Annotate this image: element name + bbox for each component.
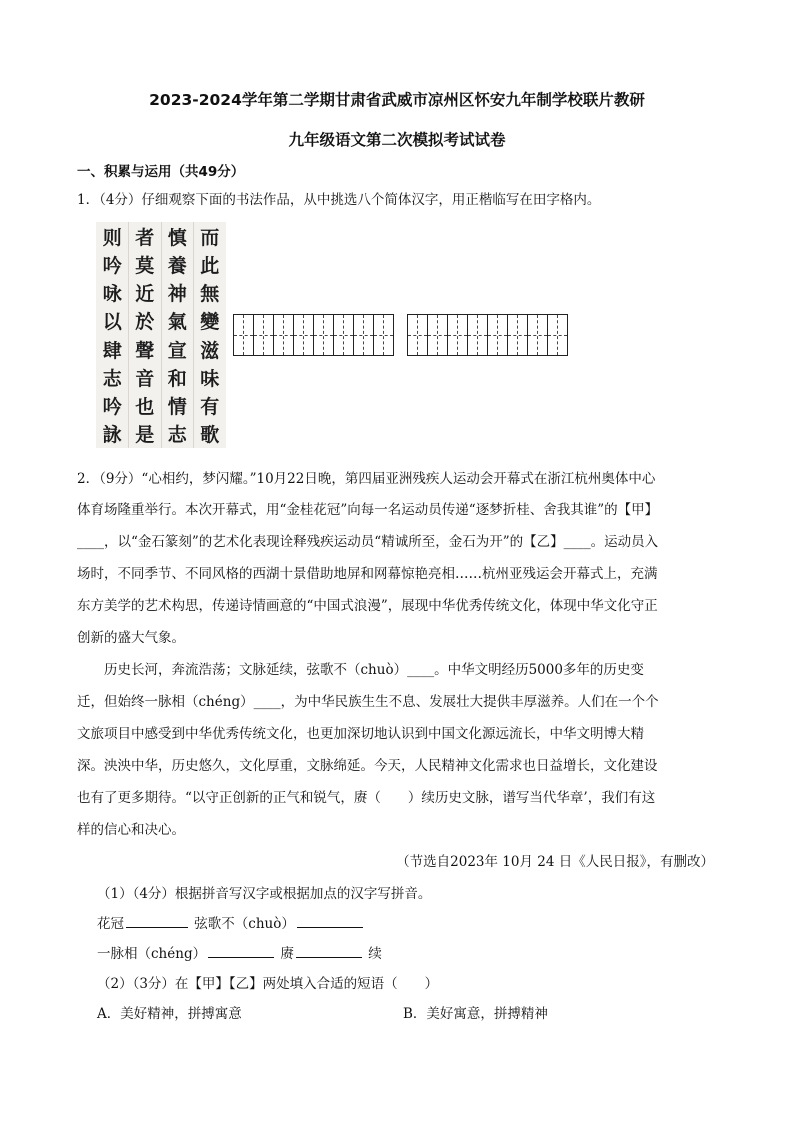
calligraphy-char: 志 (102, 367, 122, 390)
calligraphy-char: 聲 (135, 339, 155, 362)
option-b[interactable]: B．美好寓意，拼搏精神 (403, 1006, 548, 1022)
q2-line-3: ____，以“金石篆刻”的艺术化表现诠释残疾运动员“精诚所至，金石为开”的【乙】____。运动员入 (77, 534, 659, 550)
calligraphy-char: 詠 (102, 424, 122, 447)
calligraphy-char: 氣 (167, 311, 187, 334)
fill-row-2 (97, 942, 382, 962)
source-note: （节选自2023年 10月 24 日《人民日报》，有删改） (396, 854, 714, 870)
calligraphy-char: 吟 (102, 396, 122, 419)
calligraphy-char: 滋 (200, 339, 220, 362)
calligraphy-char: 神 (167, 283, 187, 306)
tianzige-grid-left[interactable] (233, 314, 394, 356)
q2-sub2: （2）（3分）在【甲】【乙】两处填入合适的短语（ ） (97, 976, 439, 992)
page-title-line2: 九年级语文第二次模拟考试试卷 (288, 131, 506, 149)
calligraphy-char: 和 (167, 367, 187, 390)
q2-line-2: 体育场隆重举行。本次开幕式，用“金桂花冠”向每一名运动员传递“逐梦折桂、舍我其谁”的【甲】 (77, 502, 659, 518)
calligraphy-char: 養 (167, 254, 187, 277)
calligraphy-char: 歌 (200, 424, 220, 447)
blank-label-geng: 赓 (280, 946, 294, 962)
calligraphy-char: 無 (200, 283, 220, 306)
answer-blank-geng[interactable] (296, 944, 362, 958)
calligraphy-char: 吟 (102, 254, 122, 277)
calligraphy-char: 肆 (102, 339, 122, 362)
q2-line-5: 东方美学的艺术构思，传递诗情画意的“中国式浪漫”，展现中华优秀传统文化，体现中华文化守正 (77, 598, 658, 614)
q2-para2-line-2: 迁，但始终一脉相（chéng）____，为中华民族生生不息、发展壮大提供丰厚滋养。人们在一个个 (77, 694, 659, 710)
calligraphy-char: 於 (135, 311, 155, 334)
calligraphy-char: 有 (200, 396, 220, 419)
calligraphy-char: 而 (200, 226, 220, 249)
option-a[interactable]: A．美好精神，拼搏寓意 (97, 1006, 242, 1022)
calligraphy-char: 宣 (167, 339, 187, 362)
q2-line-4: 场时，不同季节、不同风格的西湖十景借助地屏和网幕惊艳亮相……杭州亚残运会开幕式上，充满 (77, 566, 658, 582)
calligraphy-char: 變 (200, 311, 220, 334)
calligraphy-char: 近 (135, 283, 155, 306)
blank-label-cheng: 一脉相（chéng） (97, 946, 207, 962)
calligraphy-image (96, 222, 226, 448)
blank-label-chuo: 弦歌不（chuò） (194, 916, 295, 932)
q2-para2-line-1: 历史长河，奔流浩荡；文脉延续，弦歌不（chuò）____。中华文明经历5000多年的历史变 (104, 662, 644, 678)
fill-row-1 (97, 912, 365, 932)
calligraphy-char: 则 (102, 226, 122, 249)
q2-line-1: 2．（9分）“心相约，梦闪耀。”10月22日晚，第四届亚洲残疾人运动会开幕式在浙江杭州奥体中心 (77, 471, 656, 487)
answer-blank-huaguan[interactable] (126, 914, 188, 928)
calligraphy-char: 莫 (135, 254, 155, 277)
calligraphy-char: 情 (167, 396, 187, 419)
blank-label-huaguan: 花冠 (97, 916, 124, 932)
section-heading: 一、积累与运用（共49分） (77, 164, 245, 180)
calligraphy-char: 味 (200, 367, 220, 390)
tianzige-grid-right[interactable] (407, 314, 568, 356)
calligraphy-char: 也 (135, 396, 155, 419)
calligraphy-char: 咏 (102, 283, 122, 306)
q2-para2-line-6: 样的信心和决心。 (77, 822, 185, 838)
q2-sub1: （1）（4分）根据拼音写汉字或根据加点的汉字写拼音。 (97, 886, 432, 902)
answer-blank-cheng[interactable] (208, 944, 274, 958)
q2-line-6: 创新的盛大气象。 (77, 630, 185, 646)
page-title-line1: 2023-2024学年第二学期甘肃省武威市凉州区怀安九年制学校联片教研 (149, 91, 645, 109)
answer-blank-chuo[interactable] (297, 914, 363, 928)
blank-label-xu: 续 (368, 946, 382, 962)
q1-text: 1．（4分）仔细观察下面的书法作品，从中挑选八个简体汉字，用正楷临写在田字格内。 (77, 192, 601, 208)
calligraphy-char: 是 (135, 424, 155, 447)
calligraphy-char: 志 (167, 424, 187, 447)
calligraphy-char: 者 (135, 226, 155, 249)
calligraphy-char: 音 (135, 367, 155, 390)
calligraphy-char: 慎 (167, 226, 187, 249)
calligraphy-char: 此 (200, 254, 220, 277)
q2-para2-line-5: 也有了更多期待。“以守正创新的正气和锐气，赓（ ）续历史文脉，谱写当代华章’，我们有这 (77, 790, 656, 806)
q2-para2-line-4: 深。泱泱中华，历史悠久，文化厚重，文脉绵延。今天，人民精神文化需求也日益增长，文化建设 (77, 758, 658, 774)
calligraphy-char: 以 (102, 311, 122, 334)
q2-para2-line-3: 文旅项目中感受到中华优秀传统文化，也更加深切地认识到中国文化源远流长，中华文明博大精 (77, 726, 644, 742)
